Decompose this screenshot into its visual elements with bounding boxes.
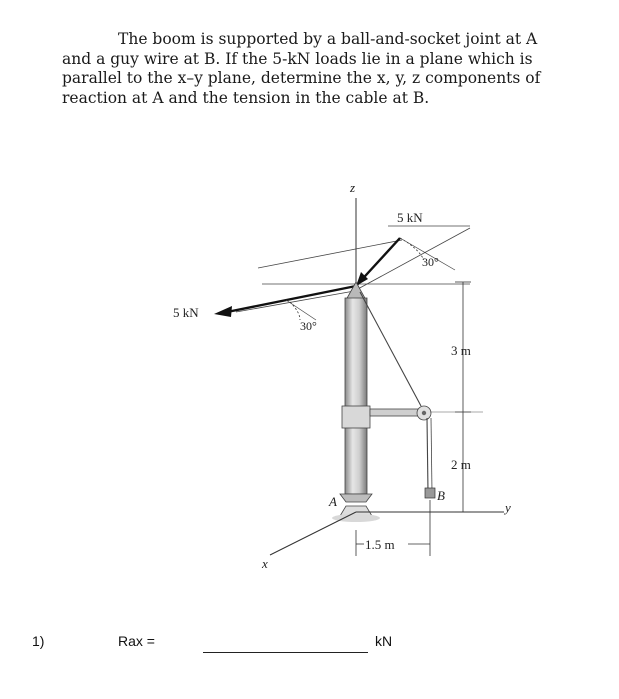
problem-line-1: The boom is supported by a ball-and-socket joint at A (118, 30, 538, 48)
plane-line (356, 228, 470, 290)
z-axis-label: z (350, 180, 356, 195)
x-axis (270, 512, 356, 555)
problem-line-2: and a guy wire at B. If the 5-kN loads lie in a plane which is (62, 49, 533, 68)
x-axis-label: x (262, 556, 268, 571)
plane-line (258, 240, 402, 268)
answer-label: Rax = (118, 633, 155, 649)
point-b-label: B (437, 488, 445, 503)
load-arrow-left (222, 286, 356, 313)
answer-row (0, 633, 619, 657)
question-number: 1) (32, 633, 45, 649)
problem-line-3: parallel to the x–y plane, determine the x, y, z components of (62, 69, 541, 87)
guy-cable (360, 292, 421, 406)
pulley-hub (422, 411, 426, 415)
load-label-right: 5 kN (397, 210, 423, 225)
dimension-upper-label: 3 m (451, 343, 471, 358)
boom-collar (342, 406, 370, 428)
guy-cable-lower-2 (431, 418, 432, 492)
problem-line-4: reaction at A and the tension in the cable at B. (62, 88, 430, 107)
answer-blank[interactable] (203, 652, 368, 653)
y-axis-label: y (505, 500, 511, 515)
point-a-label: A (329, 494, 337, 509)
base-socket (340, 494, 372, 502)
angle-label-right: 30° (422, 255, 439, 269)
dimension-lower-label: 2 m (451, 457, 471, 472)
angle-arc-right (400, 238, 424, 260)
angle-label-left: 30° (300, 319, 317, 333)
guy-cable-lower (427, 418, 428, 492)
boom-pole (345, 298, 367, 494)
plane-line (236, 290, 360, 312)
load-label-left: 5 kN (173, 305, 199, 320)
load-arrowhead-left (214, 306, 232, 317)
anchor-b (425, 488, 435, 498)
angle-arc-left (290, 302, 300, 320)
dimension-horizontal-label: 1.5 m (365, 537, 395, 552)
bracket-arm (370, 409, 420, 416)
answer-unit: kN (375, 633, 393, 649)
